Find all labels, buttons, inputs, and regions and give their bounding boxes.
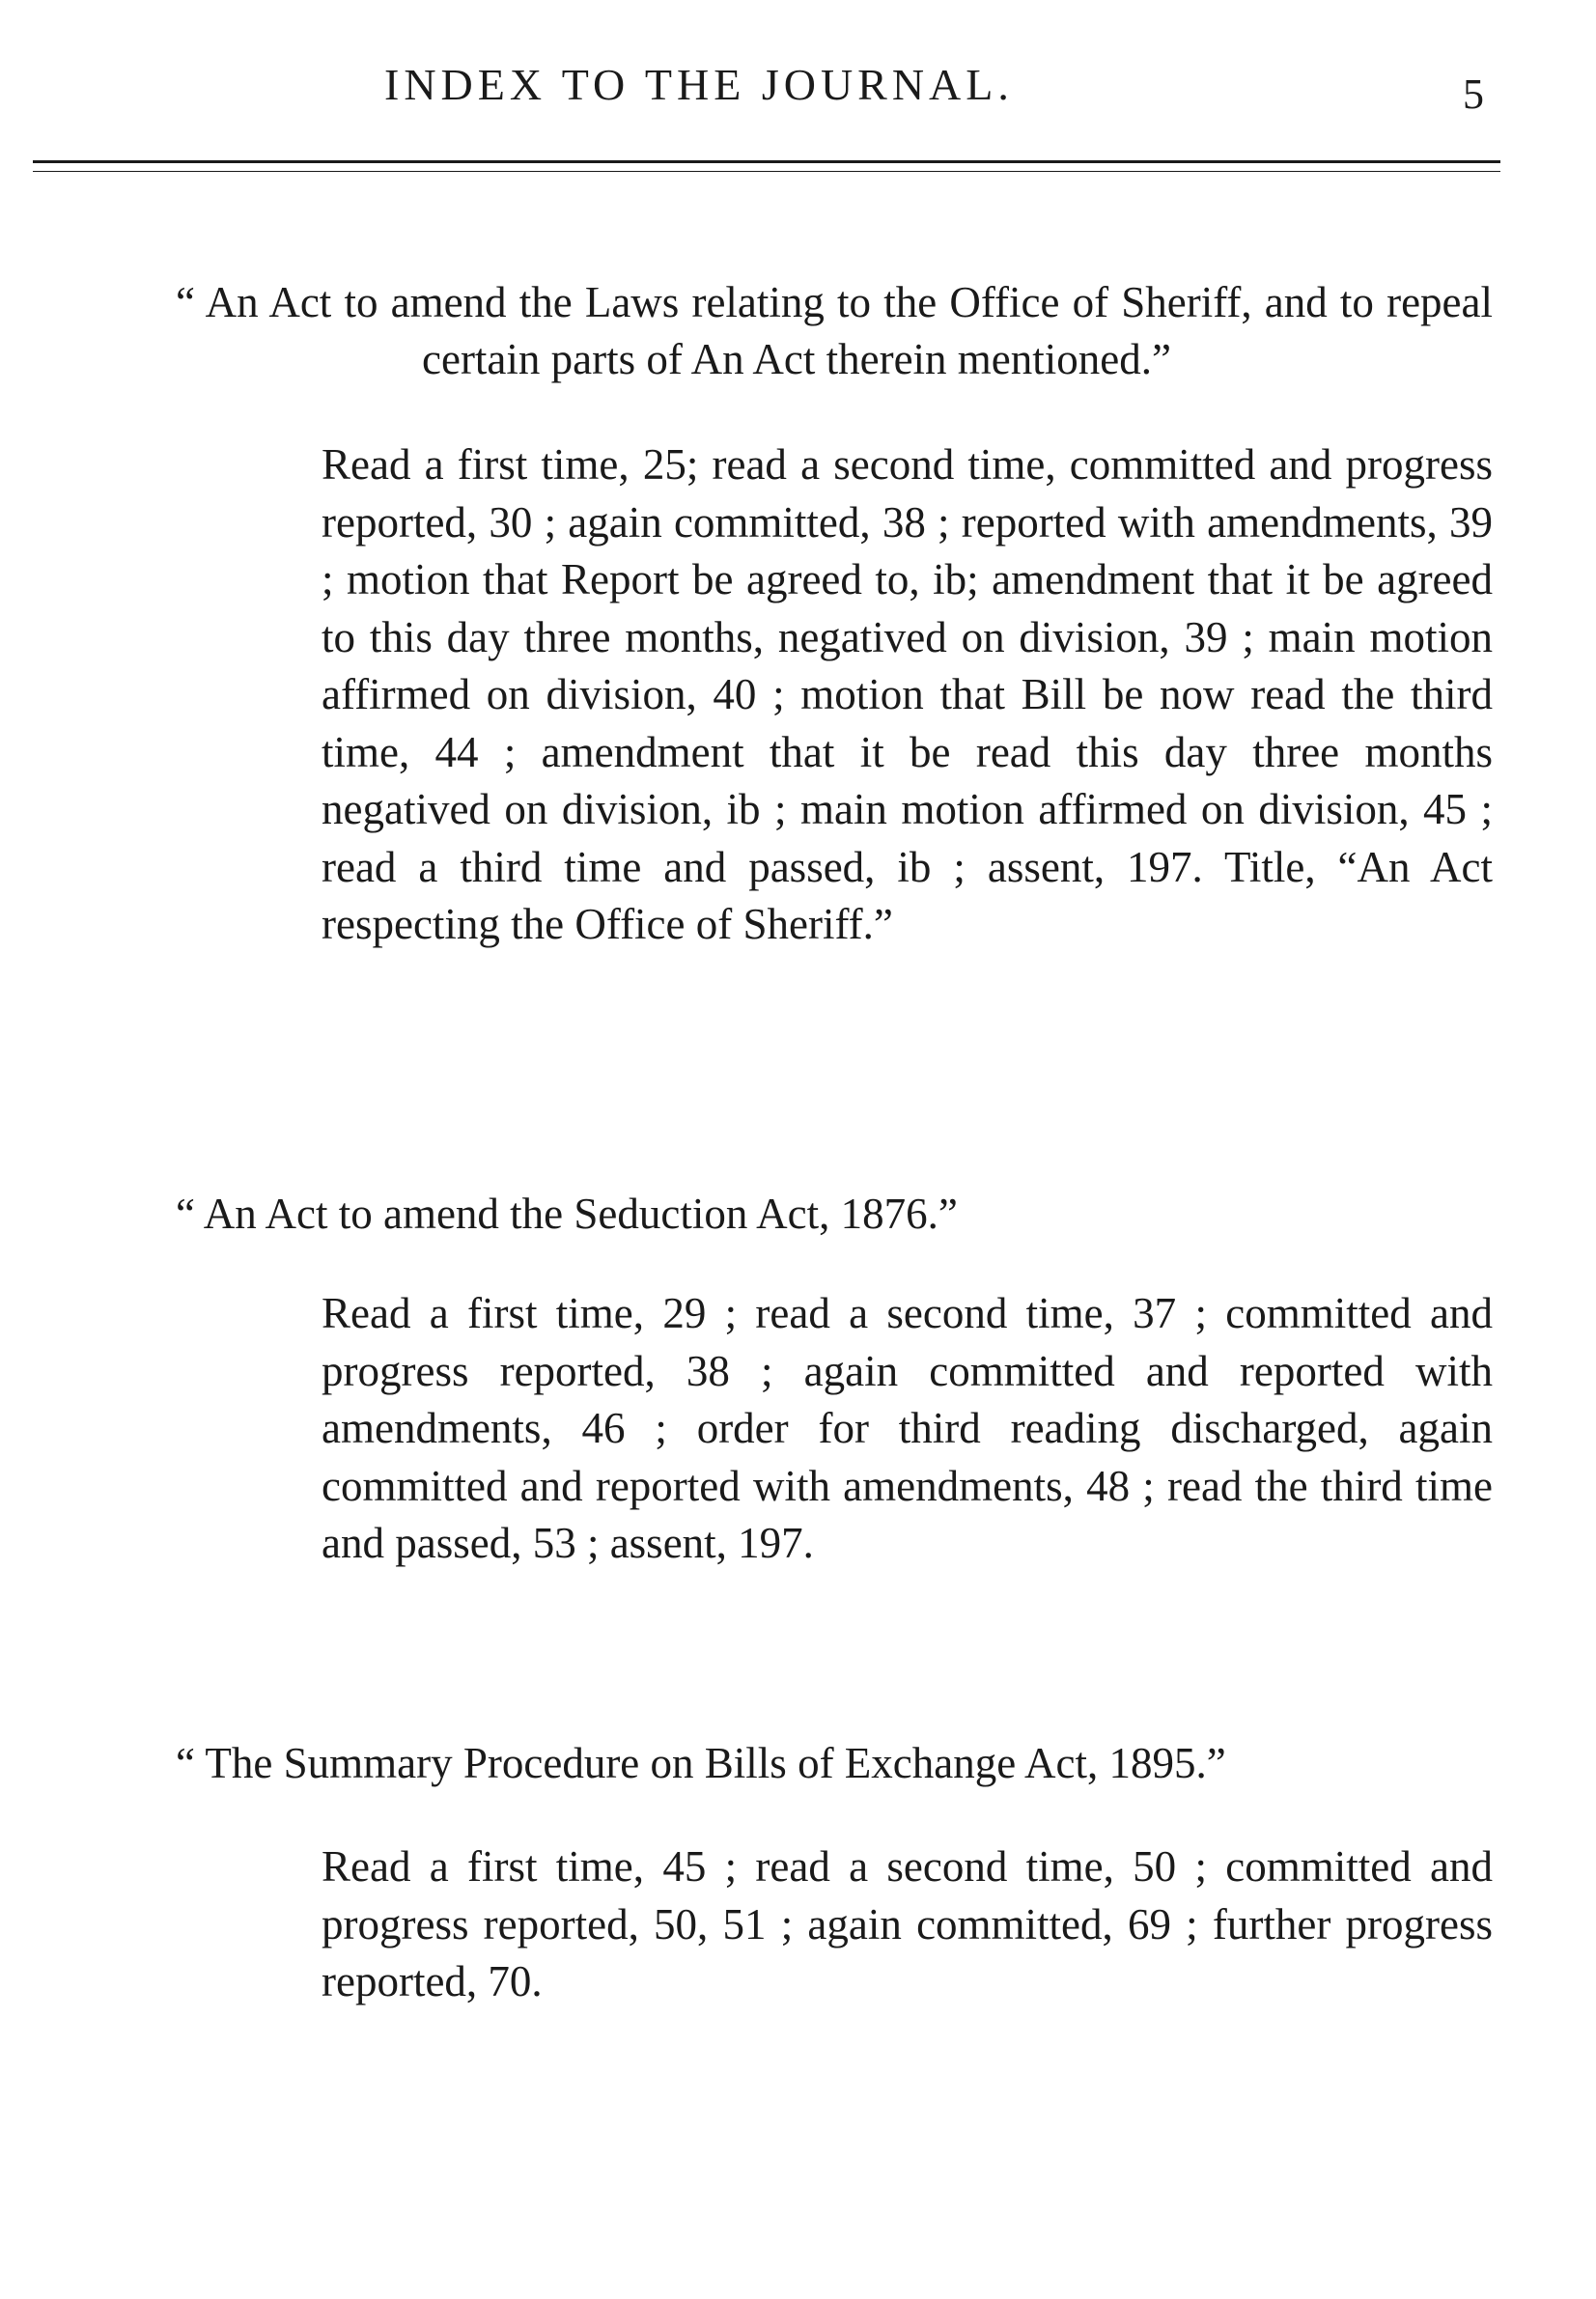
index-entry-sheriff-act xyxy=(0,274,1596,954)
header-rule-thin xyxy=(33,171,1500,172)
page-number: 5 xyxy=(1463,70,1484,118)
entry-title: “ The Summary Procedure on Bills of Exchange Act, 1895.” xyxy=(176,1739,1226,1787)
running-title: INDEX TO THE JOURNAL. xyxy=(384,60,1014,109)
entry-proceedings: Read a first time, 29 ; read a second time, 37 ; committed and progress reported, 38 ; again committed and reported with amendments, 46 ; order for third reading discharged, again committed and reported with amendments, 48 ; read the third time and passed, 53 ; assent, 197. xyxy=(322,1289,1493,1567)
running-head xyxy=(0,56,1596,118)
entry-proceedings: Read a first time, 45 ; read a second time, 50 ; committed and progress reported, 50, 51 ; again committed, 69 ; further progress reported, 70. xyxy=(322,1842,1493,2005)
entry-proceedings: Read a first time, 25; read a second time, committed and progress reported, 30 ; again committed, 38 ; reported with amendments, 39 ; motion that Report be agreed to, ib; amendment that it be agreed to this day three months, negatived on division, 39 ; main motion affirmed on division, 40 ; motion that Bill be now read the third time, 44 ; amendment that it be read this day three months negatived on division, ib ; main motion affirmed on division, 45 ; read a third time and passed, ib ; assent, 197. Title, “An Act respecting the Office of Sheriff.” xyxy=(322,440,1493,948)
entry-title: “ An Act to amend the Laws relating to the Office of Sheriff, and to repeal certain parts of An Act therein mentioned.” xyxy=(176,278,1493,383)
index-entry-bills-of-exchange-act xyxy=(0,1735,1596,2011)
index-entry-seduction-act xyxy=(0,1186,1596,1573)
entry-title: “ An Act to amend the Seduction Act, 1876.” xyxy=(176,1190,958,1238)
header-rule-thick xyxy=(33,160,1500,163)
